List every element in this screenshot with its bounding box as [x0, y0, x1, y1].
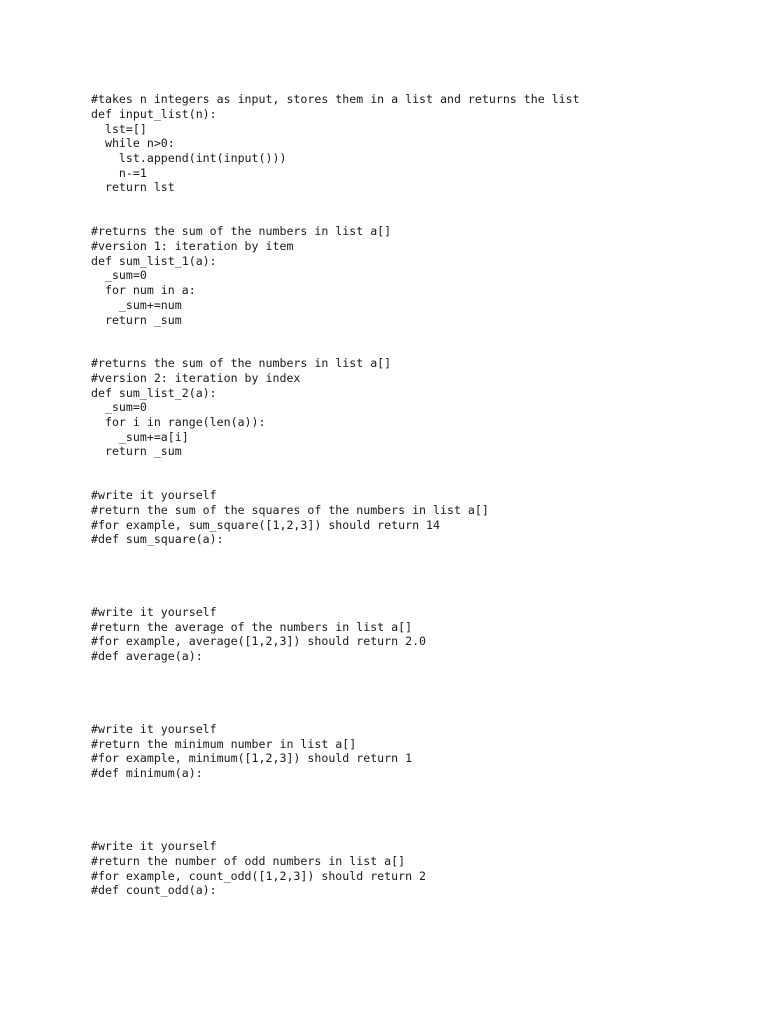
- code-line: for i in range(len(a)):: [91, 415, 266, 429]
- code-comment: #for example, count_odd([1,2,3]) should return 2: [91, 869, 427, 883]
- code-line: def sum_list_1(a):: [91, 254, 217, 268]
- code-comment: #def minimum(a):: [91, 766, 203, 780]
- code-comment: #write it yourself: [91, 722, 217, 736]
- code-comment: #def sum_square(a):: [91, 532, 224, 546]
- code-comment: #write it yourself: [91, 839, 217, 853]
- code-line: _sum=0: [91, 400, 147, 414]
- code-comment: #for example, minimum([1,2,3]) should return 1: [91, 751, 413, 765]
- code-line: _sum+=num: [91, 298, 182, 312]
- code-line: lst=[]: [91, 122, 147, 136]
- code-line: return _sum: [91, 444, 182, 458]
- code-comment: #version 2: iteration by index: [91, 371, 301, 385]
- code-line: _sum+=a[i]: [91, 430, 189, 444]
- code-line: return _sum: [91, 313, 182, 327]
- code-line: def input_list(n):: [91, 107, 217, 121]
- code-comment: #return the minimum number in list a[]: [91, 737, 357, 751]
- code-comment: #write it yourself: [91, 488, 217, 502]
- code-line: def sum_list_2(a):: [91, 386, 217, 400]
- code-comment: #takes n integers as input, stores them in a list and returns the list: [91, 92, 580, 106]
- code-comment: #def count_odd(a):: [91, 883, 217, 897]
- code-comment: #return the number of odd numbers in list a[]: [91, 854, 406, 868]
- code-comment: #version 1: iteration by item: [91, 239, 294, 253]
- code-comment: #returns the sum of the numbers in list a[]: [91, 224, 392, 238]
- code-line: return lst: [91, 180, 175, 194]
- code-line: for num in a:: [91, 283, 196, 297]
- code-comment: #for example, average([1,2,3]) should return 2.0: [91, 634, 427, 648]
- code-line: lst.append(int(input())): [91, 151, 287, 165]
- code-comment: #write it yourself: [91, 605, 217, 619]
- code-line: n-=1: [91, 166, 147, 180]
- code-comment: #for example, sum_square([1,2,3]) should return 14: [91, 518, 441, 532]
- code-comment: #def average(a):: [91, 649, 203, 663]
- code-comment: #returns the sum of the numbers in list a[]: [91, 356, 392, 370]
- code-line: _sum=0: [91, 268, 147, 282]
- code-comment: #return the average of the numbers in list a[]: [91, 620, 413, 634]
- code-line: while n>0:: [91, 136, 175, 150]
- code-comment: #return the sum of the squares of the numbers in list a[]: [91, 503, 489, 517]
